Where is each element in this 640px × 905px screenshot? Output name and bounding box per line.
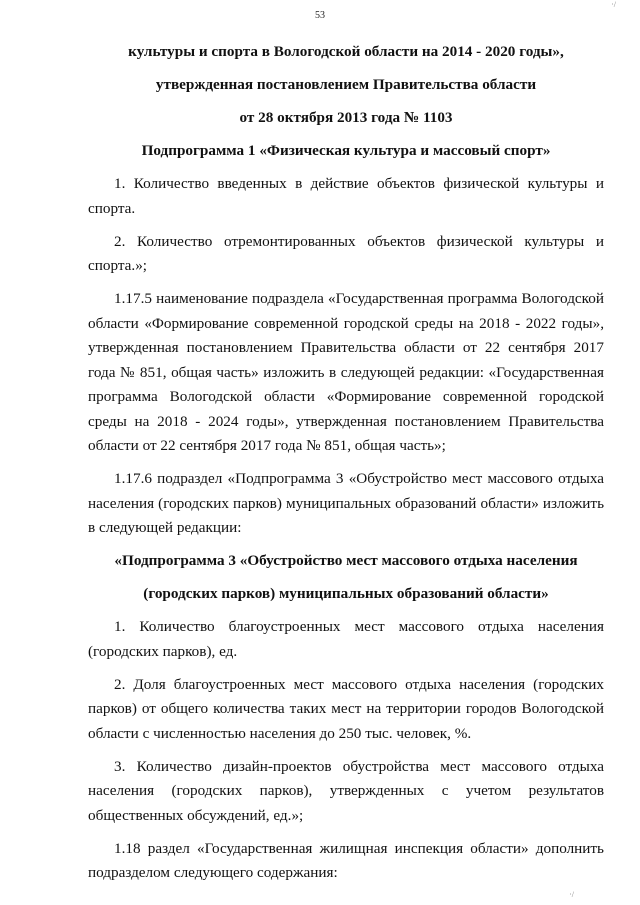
clause-1-18: 1.18 раздел «Государственная жилищная инспекция области» дополнить подразделом следующего содержания: bbox=[88, 839, 604, 881]
subprogram-3-title-line-2: (городских парков) муниципальных образований области» bbox=[143, 585, 549, 602]
scan-corner-mark: ·/ bbox=[611, 0, 616, 9]
page-number: 53 bbox=[315, 10, 325, 21]
subprogram-1-item-2: 2. Количество отремонтированных объектов физической культуры и спорта.»; bbox=[88, 232, 604, 274]
subprogram-3-item-3: 3. Количество дизайн-проектов обустройства мест массового отдыха населения (городских парков), утвержденных с учетом результатов общественных обсуждений, ед.»; bbox=[88, 757, 604, 824]
subprogram-1-title: Подпрограмма 1 «Физическая культура и массовый спорт» bbox=[141, 142, 551, 159]
clause-1-17-6: 1.17.6 подраздел «Подпрограмма 3 «Обустройство мест массового отдыха населения (городских парков) муниципальных образований области» изложить в следующей редакции: bbox=[88, 470, 604, 536]
clause-1-17-5: 1.17.5 наименование подраздела «Государственная программа Вологодской области «Формирование современной городской среды на 2018 - 2022 годы», утвержденная постановлением Правительства области от 22 сентября 2017 года № 851, общая часть» изложить в следующей редакции: «Государственная программа Вологодской области «Формирование современной городской среды на 2018 - 2024 годы», утвержденная постановлением Правительства области от 22 сентября 2017 года № 851, общая часть»; bbox=[88, 290, 604, 454]
document-body bbox=[88, 40, 604, 886]
subprogram-3-item-2: 2. Доля благоустроенных мест массового отдыха населения (городских парков) от общего количества таких мест на территории городов Вологодской области с численностью населения до 250 тыс. человек, %. bbox=[88, 675, 604, 742]
scan-corner-mark-bottom: ·/ bbox=[569, 890, 574, 899]
subprogram-1-item-1: 1. Количество введенных в действие объектов физической культуры и спорта. bbox=[88, 175, 604, 217]
subprogram-3-item-1: 1. Количество благоустроенных мест массового отдыха населения (городских парков), ед. bbox=[88, 618, 604, 660]
heading-line-1: культуры и спорта в Вологодской области на 2014 - 2020 годы», bbox=[128, 43, 564, 60]
heading-line-3: от 28 октября 2013 года № 1103 bbox=[239, 109, 453, 126]
heading-line-2: утвержденная постановлением Правительства области bbox=[155, 76, 537, 93]
subprogram-3-title-line-1: «Подпрограмма 3 «Обустройство мест массового отдыха населения bbox=[114, 552, 578, 569]
